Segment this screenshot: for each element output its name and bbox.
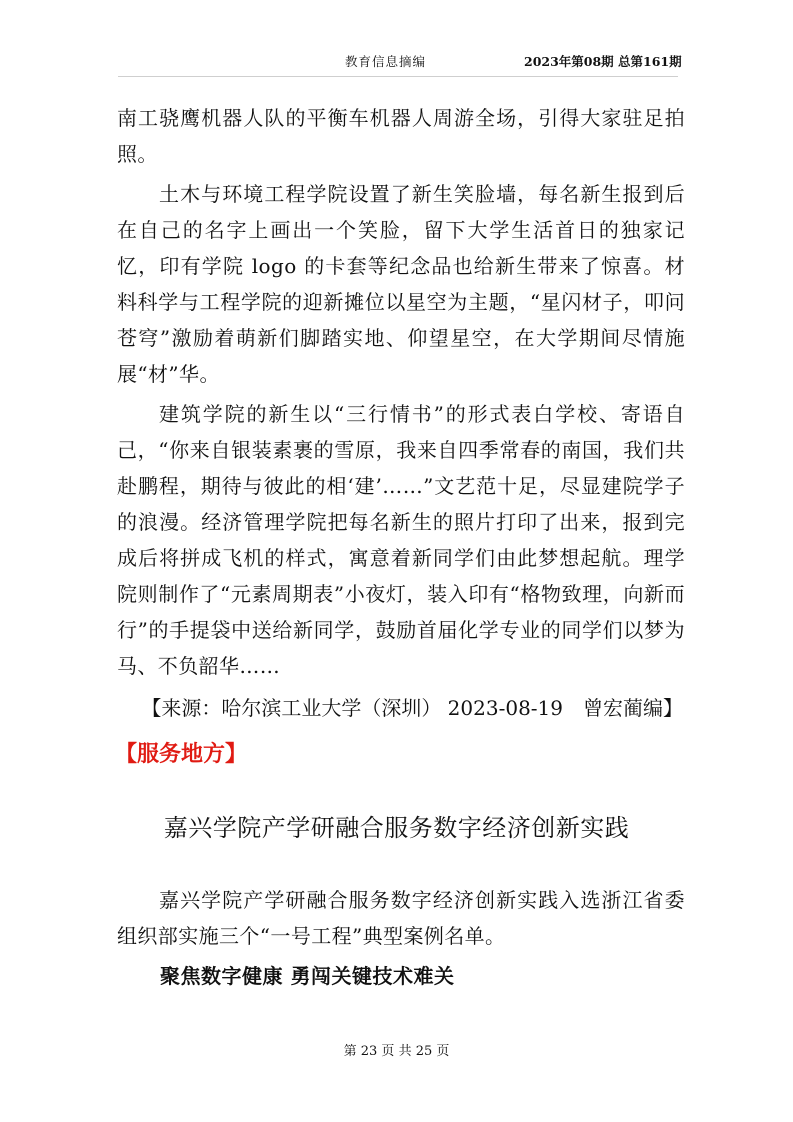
page-header	[0, 52, 793, 72]
paragraph-continued: 南工骁鹰机器人队的平衡车机器人周游全场，引得大家驻足拍照。	[117, 106, 685, 166]
section-tag: 【服务地方】	[115, 742, 248, 767]
paragraph-architecture: 建筑学院的新生以“三行情书”的形式表白学校、寄语自己，“你来自银装素裹的雪原，我来自四季常春的南国，我们共赴鹏程，期待与彼此的相‘建’……”文艺范十足，尽显建院学子的浪漫。经济管理学院把每名新生的照片打印了出来，报到完成后将拼成飞机的样式，寓意着新同学们由此梦想起航。理学院则制作了“元素周期表”小夜灯，装入印有“格物致理，向新而行”的手提袋中送给新同学，鼓励首届化学专业的同学们以梦为马、不负韶华……	[117, 402, 685, 678]
article-title: 嘉兴学院产学研融合服务数字经济创新实践	[163, 814, 630, 842]
paragraph-civil-engineering: 土木与环境工程学院设置了新生笑脸墙，每名新生报到后在自己的名字上画出一个笑脸，留下大学生活首日的独家记忆，印有学院 logo 的卡套等纪念品也给新生带来了惊喜。材料科学与工程学院的迎新摊位以星空为主题，“星闪材子，叩问苍穹”激励着萌新们脚踏实地、仰望星空，在大学期间尽情施展“材”华。	[117, 182, 685, 386]
source-attribution: 【来源：哈尔滨工业大学（深圳） 2023-08-19 曾宏蔺编】	[141, 696, 683, 720]
page-footer: 第 23 页 共 25 页	[343, 1044, 450, 1059]
header-divider	[118, 76, 678, 77]
article-intro: 嘉兴学院产学研融合服务数字经济创新实践入选浙江省委组织部实施三个“一号工程”典型案例名单。	[117, 888, 685, 948]
article-body	[117, 100, 685, 726]
article-intro-wrapper	[117, 882, 685, 954]
article-subheading: 聚焦数字健康 勇闯关键技术难关	[160, 964, 455, 988]
publication-name: 教育信息摘编	[345, 54, 427, 69]
issue-number: 2023年第08期 总第161期	[524, 54, 682, 69]
